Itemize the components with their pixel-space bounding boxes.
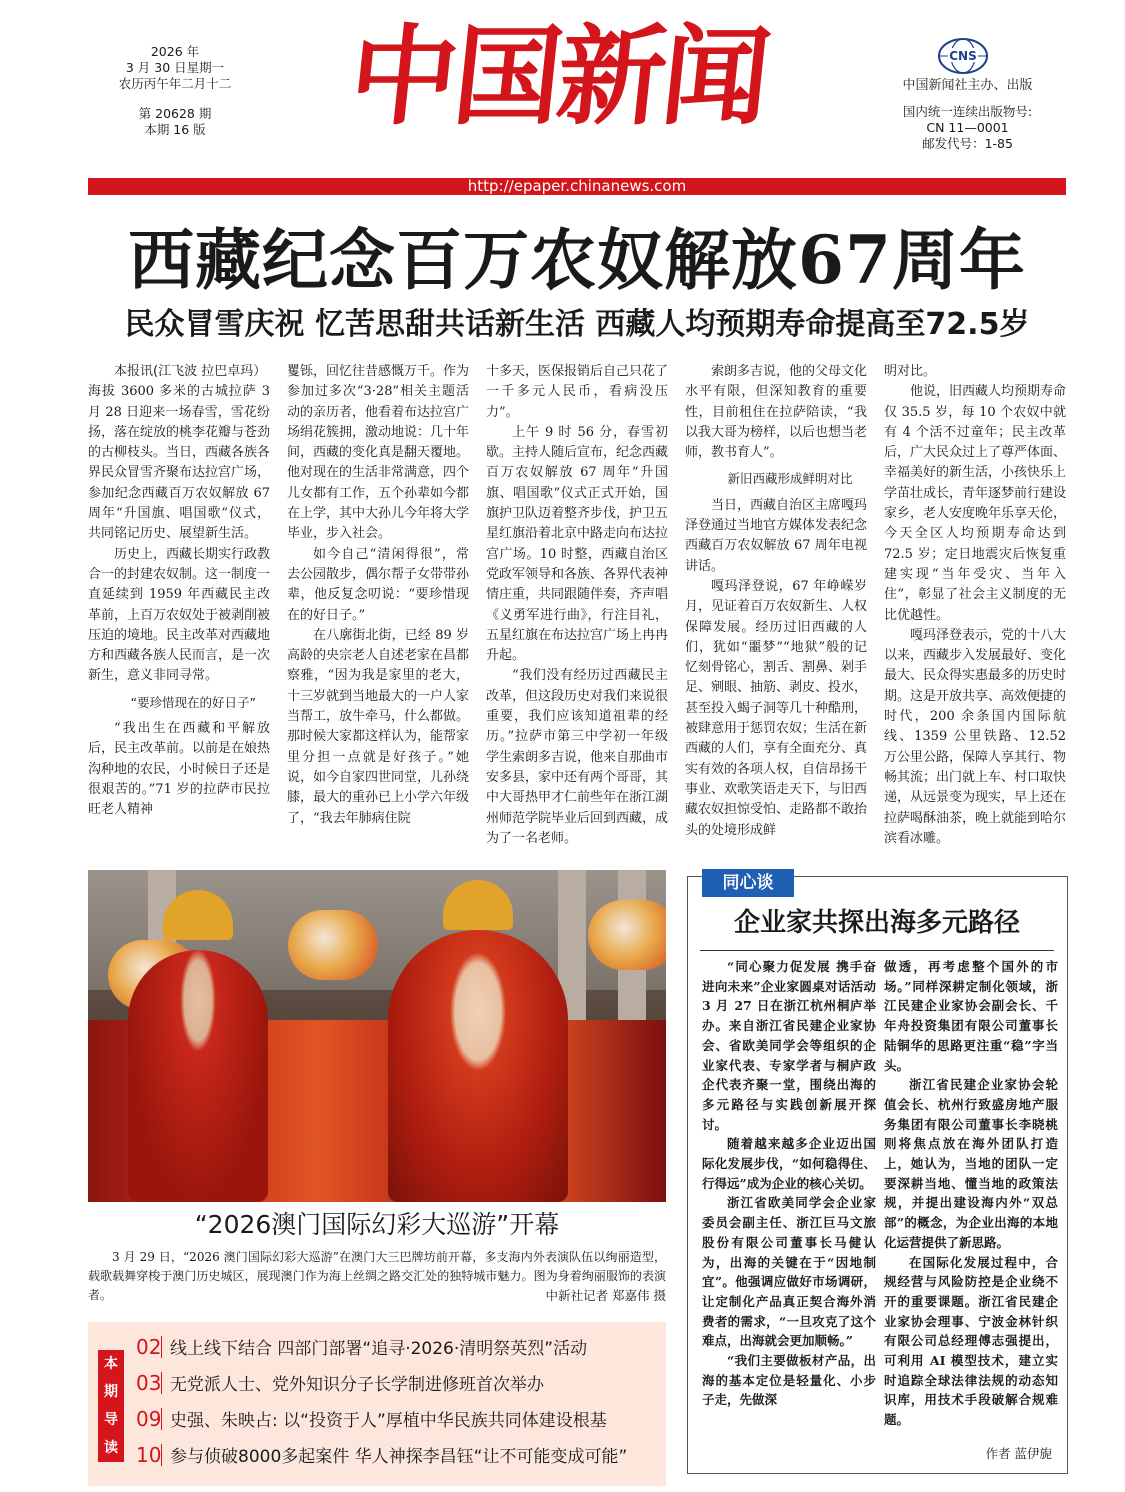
article-paragraph: “我们没有经历过西藏民主改革，但这段历史对我们来说很重要，我们应该知道祖辈的经历。”拉萨市第三中学初一年级学生索朗多吉说，他来自那曲市安多县，家中还有两个哥哥，其中大哥热甲才仁前些年在浙江湖州师范学院毕业后回到西藏，成为了一名老师。	[486, 668, 668, 846]
parade-photo	[88, 870, 666, 1202]
guide-item[interactable]	[136, 1368, 661, 1402]
guide-tag-char: 读	[104, 1440, 118, 1456]
guide-item[interactable]	[136, 1404, 661, 1438]
guide-item-title: 无党派人士、党外知识分子长学制进修班首次举办	[170, 1375, 544, 1395]
divider	[700, 950, 1054, 951]
issue-guide	[88, 1322, 666, 1486]
guide-item-title: 线上线下结合 四部门部署“追寻·2026·清明祭英烈”活动	[170, 1339, 588, 1359]
column-tag: 同心谈	[702, 869, 794, 897]
article-column-2	[287, 362, 469, 852]
article-paragraph: 在国际化发展过程中，合规经营与风险防控是企业绕不开的重要课题。浙江省民建企业家协会理事、宁波金林针织有限公司总经理傅志强提出，可利用 AI 模型技术，建立实时追踪全球法律法规的动态知识库，用技术手段破解合规难题。	[884, 1254, 1058, 1428]
guide-item-title: 参与侦破8000多起案件 华人神探李昌钰“让不可能变成可能”	[170, 1447, 628, 1467]
article-paragraph: 嘎玛泽登说，67 年峥嵘岁月，见证着百万农奴新生、人权保障发展。经历过旧西藏的人们，犹如“噩梦”“地狱”般的记忆刻骨铭心，割舌、割鼻、剁手足、剜眼、抽筋、剥皮、投水，甚至投入蝎子洞等几十种酷刑，被肆意用于惩罚农奴；生活在新西藏的人们，享有全面充分、真实有效的各项人权，自信昂扬干事业、欢歌笑语走天下，与旧西藏农奴担惊受怕、走路都不敢抬头的处境形成鲜	[685, 578, 867, 838]
article-paragraph: 矍铄，回忆往昔感慨万千。作为参加过多次“3·28”相关主题活动的亲历者，他看着布达拉宫广场绢花簇拥，激动地说：几十年间，西藏的变化真是翻天覆地。他对现在的生活非常满意，四个儿女都有工作，五个孙辈如今都在上学，其中大孙儿今年将大学毕业，步入社会。	[287, 364, 469, 542]
article-paragraph: 嘎玛泽登表示，党的十八大以来，西藏步入发展最好、变化最大、民众得实惠最多的历史时期。这是开放共享、高效便捷的时代，200 余条国内国际航线、1359 公里铁路、12.52 万公里公路，保障人享其行、物畅其流；出门就上车、村口取快递，从远景变为现实，早上还在拉萨喝酥油茶，晚上就能到哈尔滨看冰雕。	[884, 627, 1066, 846]
sidebar-article	[687, 873, 1068, 1474]
sidebar-title: 企业家共探出海多元路径	[733, 908, 1020, 938]
article-paragraph: 明对比。	[884, 364, 937, 379]
sidebar-column-1	[702, 957, 876, 1462]
byline: 本报讯(江飞波 拉巴卓玛）	[114, 364, 267, 379]
article-paragraph: 浙江省民建企业家协会轮值会长、杭州行致盛房地产服务集团有限公司董事长李晓桃则将焦点放在海外团队打造上，她认为，当地的团队一定要深耕当地、懂当地的政策法规，并提出建设海内外“双总部”的概念，为企业出海的本地化运营提供了新思路。	[884, 1077, 1058, 1250]
newspaper-logo: 中国新闻	[343, 14, 773, 140]
publisher-name: 中国新闻社主办、出版	[902, 78, 1033, 93]
article-paragraph: “我们主要做板材产品，出海的基本定位是轻量化、小步子走，先做深	[702, 1353, 876, 1408]
cns-logo-icon	[935, 36, 991, 76]
issue-info	[100, 44, 250, 138]
lead-subhead: 民众冒雪庆祝 忆苦思甜共话新生活 西藏人均预期寿命提高至72.5岁	[124, 307, 1030, 342]
lunar-date: 农历丙午年二月十二	[118, 76, 232, 91]
guide-item[interactable]	[136, 1332, 661, 1366]
lead-headline: 西藏纪念百万农奴解放67周年	[128, 221, 1026, 299]
article-paragraph: 在八廓街北街，已经 89 岁高龄的央宗老人自述老家在昌都察雅，“因为我是家里的老大，十三岁就到当地最大的一户人家当帮工，放牛牵马，什么都做。那时候大家都这样认为，能帮家里分担一点就是好孩子。”她说，如今自家四世同堂，儿孙绕膝，最大的重孙已上小学六年级了，“我去年肺病住院	[287, 627, 469, 826]
article-column-4	[685, 362, 867, 852]
cn-number: CN 11—0001	[926, 120, 1009, 135]
guide-tag-char: 本	[104, 1356, 118, 1372]
photo-caption: 3 月 29 日，“2026 澳门国际幻彩大巡游”在澳门大三巴牌坊前开幕，多支海内外表演队伍以绚丽造型，载歌载舞穿梭于澳门历史城区，展现澳门作为海上丝绸之路交汇处的独特城市魅力。图为身着绚丽服饰的表演者。	[88, 1250, 666, 1302]
article-paragraph: 历史上，西藏长期实行政教合一的封建农奴制。这一制度一直延续到 1959 年西藏民主改革前，上百万农奴处于被剥削被压迫的境地。民主改革对西藏地方和西藏各族人民而言，是一次新生，意义非同寻常。	[88, 546, 270, 684]
guide-tag-char: 期	[104, 1384, 118, 1400]
epaper-url-link[interactable]: http://epaper.chinanews.com	[467, 177, 687, 195]
article-paragraph: “同心聚力促发展 携手奋进向未来”企业家圆桌对话活动 3 月 27 日在浙江杭州桐庐举办。来自浙江省民建企业家协会、省欧美同学会等组织的企业家代表、专家学者与桐庐政企代表齐聚一堂，围绕出海的多元路径与实践创新展开探讨。	[702, 959, 876, 1132]
guide-tag-char: 导	[104, 1412, 118, 1428]
article-paragraph: 索朗多吉说，他的父母文化水平有限，但深知教育的重要性，目前租住在拉萨陪读，“我以我大哥为榜样，以后也想当老师，教书育人”。	[685, 364, 867, 461]
guide-page-number: 10	[136, 1443, 162, 1467]
article-column-3	[486, 362, 668, 852]
photo-title: “2026澳门国际幻彩大巡游”开幕	[194, 1210, 560, 1239]
section-subtitle: 新旧西藏形成鲜明对比	[727, 471, 853, 487]
article-paragraph: 上午 9 时 56 分，春雪初歇。主持人随后宣布，纪念西藏百万农奴解放 67 周年“升国旗、唱国歌”仪式正式开始，国旗护卫队迈着整齐步伐，护卫五星红旗沿着北京中路走向布达拉宫广场。10 时整，西藏自治区党政军领导和各族、各界代表神情庄重，共同跟随伴奏，齐声唱《义勇军进行曲》，行注目礼，五星红旗在布达拉宫广场上冉冉升起。	[486, 424, 668, 664]
guide-page-number: 02	[136, 1335, 162, 1359]
article-paragraph: 随着越来越多企业迈出国际化发展步伐，“如何稳得住、行得远”成为企业的核心关切。	[702, 1136, 876, 1191]
page-count: 本期 16 版	[144, 122, 206, 137]
sidebar-column-2	[884, 957, 1058, 1462]
guide-item[interactable]	[136, 1440, 661, 1474]
guide-page-number: 09	[136, 1407, 162, 1431]
article-column-1	[88, 362, 270, 852]
author-credit: 作者 蓝伊旎	[985, 1446, 1052, 1461]
article-paragraph: 他说，旧西藏人均预期寿命仅 35.5 岁，每 10 个农奴中就有 4 个活不过童年；民主改革后，广大民众过上了尊严体面、幸福美好的新生活，小孩快乐上学苗壮成长，青年逐梦前行建设家乡，老人安度晚年乐享天伦，今天全区人均预期寿命达到 72.5 岁；定日地震灾后恢复重建实现“当年受灾、当年入住”，彰显了社会主义制度的无比优越性。	[884, 384, 1066, 623]
masthead	[0, 0, 1125, 178]
article-paragraph: 做透，再考虑整个国外的市场。”同样深耕定制化领域，浙江民建企业家协会副会长、千年舟投资集团有限公司董事长陆铜华的思路更注重“稳”字当头。	[884, 959, 1058, 1073]
url-bar	[88, 178, 1066, 195]
article-paragraph: 浙江省欧美同学会企业家委员会副主任、浙江巨马文旅股份有限公司董事长马健认为，出海的关键在于“因地制宜”。他强调应做好市场调研，让定制化产品真正契合海外消费者的需求，“一旦攻克了这个难点，出海就会更加顺畅。”	[702, 1195, 876, 1349]
cn-label: 国内统一连续出版物号:	[902, 104, 1033, 119]
issue-number: 第 20628 期	[138, 106, 212, 121]
article-column-5	[884, 362, 1066, 852]
guide-page-number: 03	[136, 1371, 162, 1395]
guide-tag	[98, 1350, 124, 1462]
publisher-info	[880, 78, 1055, 152]
article-paragraph: “我出生在西藏和平解放后，民主改革前。以前是在娘热沟种地的农民，小时候日子还是很艰苦的。”71 岁的拉萨市民拉旺老人精神	[88, 721, 270, 818]
article-paragraph: 海拔 3600 多米的古城拉萨 3 月 28 日迎来一场春雪，雪花纷扬，落在绽放的桃李花瓣与苍劲的古柳枝头。当日，西藏各族各界民众冒雪齐聚布达拉宫广场，参加纪念西藏百万农奴解放 67 周年“升国旗、唱国歌”仪式，共同铭记历史、展望新生活。	[88, 384, 270, 542]
date-year: 2026 年	[150, 44, 200, 59]
lead-article	[88, 362, 1066, 852]
cns-badge-text: CNS	[949, 49, 977, 63]
date-day: 3 月 30 日星期一	[125, 60, 225, 75]
guide-item-title: 史强、朱映占: 以“投资于人”厚植中华民族共同体建设根基	[170, 1411, 607, 1431]
article-paragraph: 十多天，医保报销后自己只花了一千多元人民币，看病没压力”。	[486, 364, 668, 420]
article-paragraph: 如今自己“清闲得很”，常去公园散步，偶尔帮子女带带孙辈，他反复念叨说：“要珍惜现在的好日子。”	[287, 546, 469, 623]
photo-credit: 中新社记者 郑嘉伟 摄	[545, 1288, 666, 1303]
postal-code: 邮发代号：1-85	[922, 136, 1013, 151]
section-subtitle: “要珍惜现在的好日子”	[130, 694, 256, 710]
article-paragraph: 当日，西藏自治区主席嘎玛泽登通过当地官方媒体发表纪念西藏百万农奴解放 67 周年电视讲话。	[685, 497, 867, 574]
